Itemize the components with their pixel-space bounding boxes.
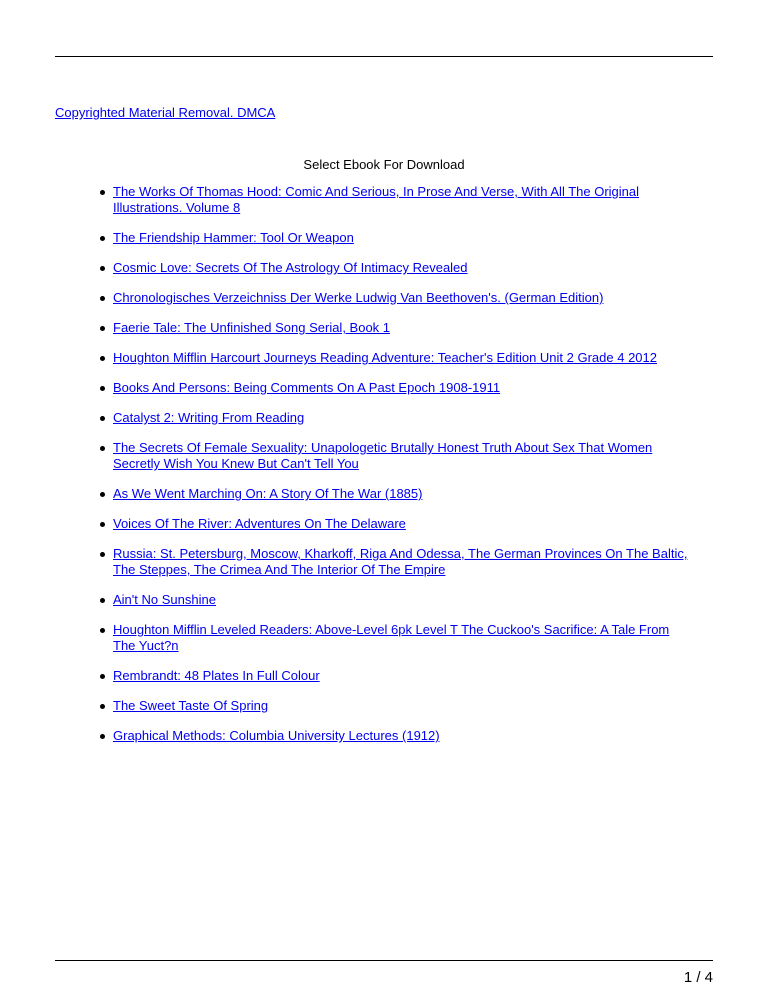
- bullet-icon: [100, 492, 105, 497]
- top-divider: [55, 56, 713, 57]
- list-item: [113, 698, 693, 714]
- bullet-icon: [100, 522, 105, 527]
- ebook-link[interactable]: Catalyst 2: Writing From Reading: [113, 410, 305, 425]
- ebook-link[interactable]: Voices Of The River: Adventures On The Delaware: [113, 516, 406, 531]
- list-item: [113, 320, 693, 336]
- bullet-icon: [100, 266, 105, 271]
- list-item: [113, 592, 693, 608]
- bullet-icon: [100, 190, 105, 195]
- ebook-list: [113, 184, 693, 758]
- ebook-link[interactable]: Graphical Methods: Columbia University Lectures (1912): [113, 728, 440, 743]
- ebook-link[interactable]: The Sweet Taste Of Spring: [113, 698, 269, 713]
- bullet-icon: [100, 704, 105, 709]
- dmca-link[interactable]: Copyrighted Material Removal. DMCA: [55, 105, 276, 120]
- bullet-icon: [100, 446, 105, 451]
- list-item: [113, 546, 693, 578]
- page-heading: Select Ebook For Download: [303, 157, 465, 172]
- bullet-icon: [100, 386, 105, 391]
- ebook-link[interactable]: Faerie Tale: The Unfinished Song Serial, Book 1: [113, 320, 391, 335]
- ebook-link[interactable]: Cosmic Love: Secrets Of The Astrology Of Intimacy Revealed: [113, 260, 468, 275]
- ebook-link[interactable]: Books And Persons: Being Comments On A Past Epoch 1908-1911: [113, 380, 501, 395]
- list-item: [113, 290, 693, 306]
- list-item: [113, 440, 693, 472]
- bullet-icon: [100, 628, 105, 633]
- ebook-link[interactable]: Ain't No Sunshine: [113, 592, 216, 607]
- list-item: [113, 230, 693, 246]
- ebook-link[interactable]: Houghton Mifflin Harcourt Journeys Reading Adventure: Teacher's Edition Unit 2 Grade 4 2012: [113, 350, 657, 365]
- bullet-icon: [100, 674, 105, 679]
- list-item: [113, 184, 693, 216]
- bullet-icon: [100, 734, 105, 739]
- ebook-link[interactable]: Houghton Mifflin Leveled Readers: Above-Level 6pk Level T The Cuckoo's Sacrifice: A Tale From The Yuct?n: [113, 622, 670, 653]
- list-item: [113, 260, 693, 276]
- bullet-icon: [100, 356, 105, 361]
- bullet-icon: [100, 296, 105, 301]
- ebook-link[interactable]: Russia: St. Petersburg, Moscow, Kharkoff, Riga And Odessa, The German Provinces On The Baltic, The Steppes, The Crimea And The Interior Of The Empire: [113, 546, 688, 577]
- ebook-link[interactable]: Chronologisches Verzeichniss Der Werke Ludwig Van Beethoven's. (German Edition): [113, 290, 604, 305]
- page-number: 1 / 4: [683, 969, 713, 986]
- list-item: [113, 410, 693, 426]
- list-item: [113, 350, 693, 366]
- bullet-icon: [100, 598, 105, 603]
- bullet-icon: [100, 236, 105, 241]
- bullet-icon: [100, 326, 105, 331]
- bullet-icon: [100, 552, 105, 557]
- ebook-link[interactable]: As We Went Marching On: A Story Of The War (1885): [113, 486, 423, 501]
- bullet-icon: [100, 416, 105, 421]
- list-item: [113, 668, 693, 684]
- list-item: [113, 380, 693, 396]
- bottom-divider: [55, 960, 713, 961]
- list-item: [113, 728, 693, 744]
- ebook-link[interactable]: The Works Of Thomas Hood: Comic And Serious, In Prose And Verse, With All The Original Illustrations. Volume 8: [113, 184, 640, 215]
- ebook-link[interactable]: The Friendship Hammer: Tool Or Weapon: [113, 230, 354, 245]
- list-item: [113, 516, 693, 532]
- list-item: [113, 622, 693, 654]
- ebook-link[interactable]: The Secrets Of Female Sexuality: Unapologetic Brutally Honest Truth About Sex That Women Secretly Wish You Knew But Can't Tell You: [113, 440, 653, 471]
- list-item: [113, 486, 693, 502]
- ebook-link[interactable]: Rembrandt: 48 Plates In Full Colour: [113, 668, 320, 683]
